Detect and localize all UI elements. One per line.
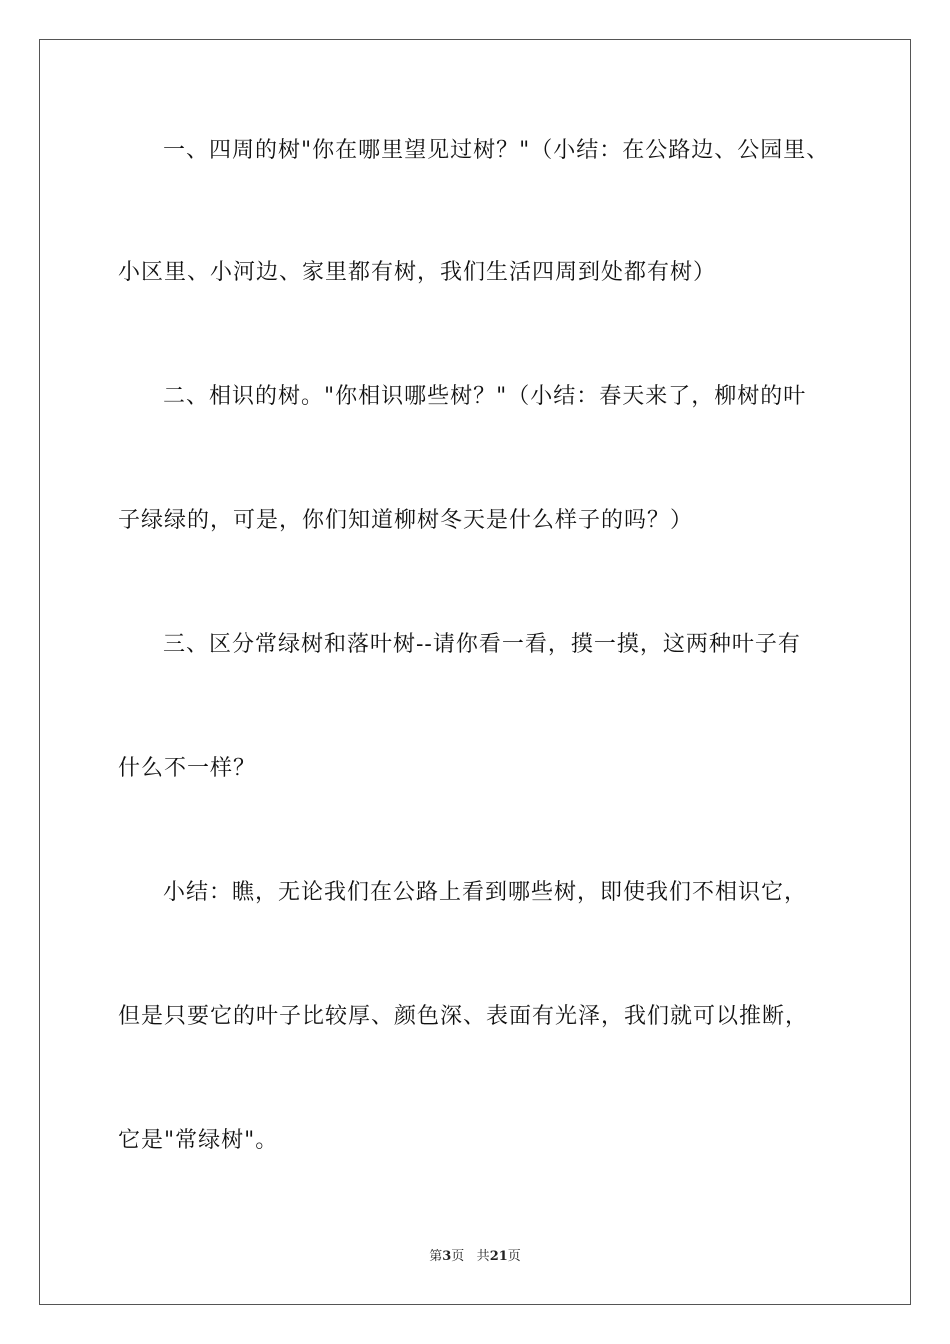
- page-prefix: 第: [429, 1249, 443, 1264]
- page-number: 3: [442, 1249, 452, 1264]
- page-border: [39, 39, 911, 1305]
- paragraph-2-line-1: 二、相识的树。"你相识哪些树？"（小结：春天来了，柳树的叶: [163, 384, 807, 409]
- paragraph-2-line-2: 子绿绿的，可是，你们知道柳树冬天是什么样子的吗？）: [118, 508, 694, 533]
- paragraph-1-line-1: 一、四周的树"你在哪里望见过树？"（小结：在公路边、公园里、: [163, 138, 830, 163]
- total-prefix: 共: [476, 1249, 490, 1264]
- page-suffix: 页: [451, 1249, 465, 1264]
- total-pages: 21: [489, 1249, 508, 1264]
- paragraph-3-line-1: 三、区分常绿树和落叶树--请你看一看，摸一摸，这两种叶子有: [163, 632, 801, 657]
- paragraph-4-line-1: 小结：瞧，无论我们在公路上看到哪些树，即使我们不相识它，: [163, 880, 808, 905]
- paragraph-3-line-2: 什么不一样？: [118, 756, 257, 781]
- total-suffix: 页: [507, 1249, 521, 1264]
- page-footer: [0, 1248, 950, 1266]
- paragraph-4-line-3: 它是"常绿树"。: [118, 1128, 279, 1153]
- paragraph-1-line-2: 小区里、小河边、家里都有树，我们生活四周到处都有树）: [118, 260, 717, 285]
- paragraph-4-line-2: 但是只要它的叶子比较厚、颜色深、表面有光泽，我们就可以推断，: [118, 1004, 809, 1029]
